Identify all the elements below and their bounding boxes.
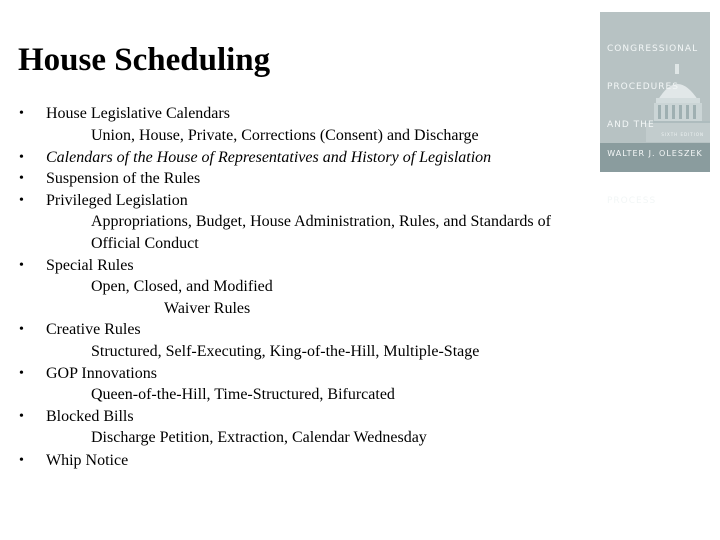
list-item: Special Rules bbox=[46, 257, 134, 274]
bullet-icon: • bbox=[19, 366, 24, 381]
sub-item: Discharge Petition, Extraction, Calendar Wednesday bbox=[91, 429, 427, 446]
bullet-icon: • bbox=[19, 150, 24, 165]
list-item: House Legislative Calendars bbox=[46, 105, 230, 122]
book-author: WALTER J. OLESZEK bbox=[607, 149, 703, 158]
bullet-icon: • bbox=[19, 171, 24, 186]
list-item: Privileged Legislation bbox=[46, 192, 188, 209]
bullet-icon: • bbox=[19, 322, 24, 337]
list-item: Whip Notice bbox=[46, 452, 129, 469]
slide-title: House Scheduling bbox=[18, 42, 271, 78]
sub-item: Open, Closed, and Modified bbox=[91, 278, 273, 295]
sub-item: Appropriations, Budget, House Administration, Rules, and Standards of bbox=[91, 213, 551, 230]
sub-item: Union, House, Private, Corrections (Consent) and Discharge bbox=[91, 127, 479, 144]
book-title: CONGRESSIONAL PROCEDURES AND THE PROCESS bbox=[607, 44, 699, 206]
bullet-icon: • bbox=[19, 409, 24, 424]
list-item: GOP Innovations bbox=[46, 365, 157, 382]
sub-item: Official Conduct bbox=[91, 235, 199, 252]
sub-item: Queen-of-the-Hill, Time-Structured, Bifurcated bbox=[91, 386, 395, 403]
list-item: Suspension of the Rules bbox=[46, 170, 201, 187]
list-item: Blocked Bills bbox=[46, 408, 134, 425]
sub-item: Structured, Self-Executing, King-of-the-Hill, Multiple-Stage bbox=[91, 343, 480, 360]
list-item: Creative Rules bbox=[46, 321, 141, 338]
bullet-icon: • bbox=[19, 193, 24, 208]
book-edition: SIXTH EDITION bbox=[661, 132, 704, 137]
sub-sub-item: Waiver Rules bbox=[164, 300, 251, 317]
book-cover-image bbox=[600, 12, 710, 206]
bullet-icon: • bbox=[19, 258, 24, 273]
bullet-icon: • bbox=[19, 106, 24, 121]
bullet-icon: • bbox=[19, 453, 24, 468]
list-item: Calendars of the House of Representatives and History of Legislation bbox=[46, 149, 492, 166]
